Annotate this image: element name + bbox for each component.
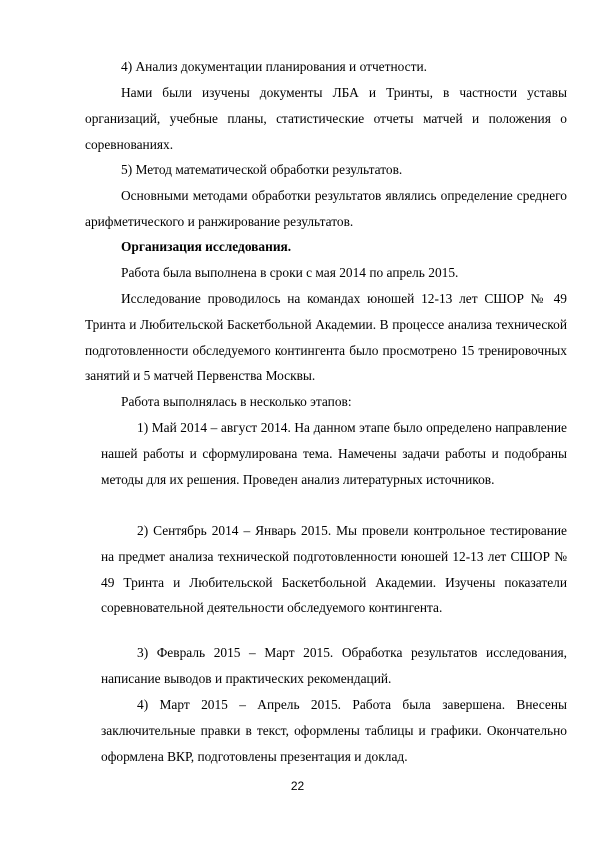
- stage-item-2: 2) Сентябрь 2014 – Январь 2015. Мы провели контрольное тестирование на предмет анализа технической подготовленности юношей 12-13 лет СШОР № 49 Тринта и Любительской Баскетбольной Академии. Изучены показатели соревновательной деятельности обследуемого контингента.: [101, 523, 567, 616]
- paragraph-stages-intro: Работа выполнялась в несколько этапов:: [121, 394, 352, 409]
- paragraph-processing-methods: Основными методами обработки результатов являлись определение среднего арифметического и ранжирование результатов.: [85, 188, 567, 229]
- section-heading: Организация исследования.: [121, 239, 292, 254]
- paragraph-math-method: 5) Метод математической обработки результатов.: [121, 162, 403, 177]
- paragraph-studied-documents: Нами были изучены документы ЛБА и Тринты, в частности уставы организаций, учебные планы, статистические отчеты матчей и положения о соревнованиях.: [85, 85, 567, 152]
- page-number: 22: [290, 779, 305, 793]
- stage-item-1: 1) Май 2014 – август 2014. На данном этапе было определено направление нашей работы и сформулирована тема. Намечены задачи работы и подобраны методы для их решения. Проведен анализ литературных источников.: [101, 420, 567, 487]
- paragraph-analysis-documentation: 4) Анализ документации планирования и отчетности.: [121, 59, 427, 74]
- paragraph-timeframe: Работа была выполнена в сроки с мая 2014 по апрель 2015.: [121, 265, 459, 280]
- paragraph-study-teams: Исследование проводилось на командах юношей 12-13 лет СШОР № 49 Тринта и Любительской Баскетбольной Академии. В процессе анализа технической подготовленности обследуемого контингента было просмотрено 15 тренировочных занятий и 5 матчей Первенства Москвы.: [85, 291, 567, 384]
- stage-item-4: 4) Март 2015 – Апрель 2015. Работа была завершена. Внесены заключительные правки в текст, оформлены таблицы и графики. Окончательно оформлена ВКР, подготовлены презентация и доклад.: [101, 697, 567, 764]
- stage-item-3: 3) Февраль 2015 – Март 2015. Обработка результатов исследования, написание выводов и практических рекомендаций.: [101, 645, 567, 686]
